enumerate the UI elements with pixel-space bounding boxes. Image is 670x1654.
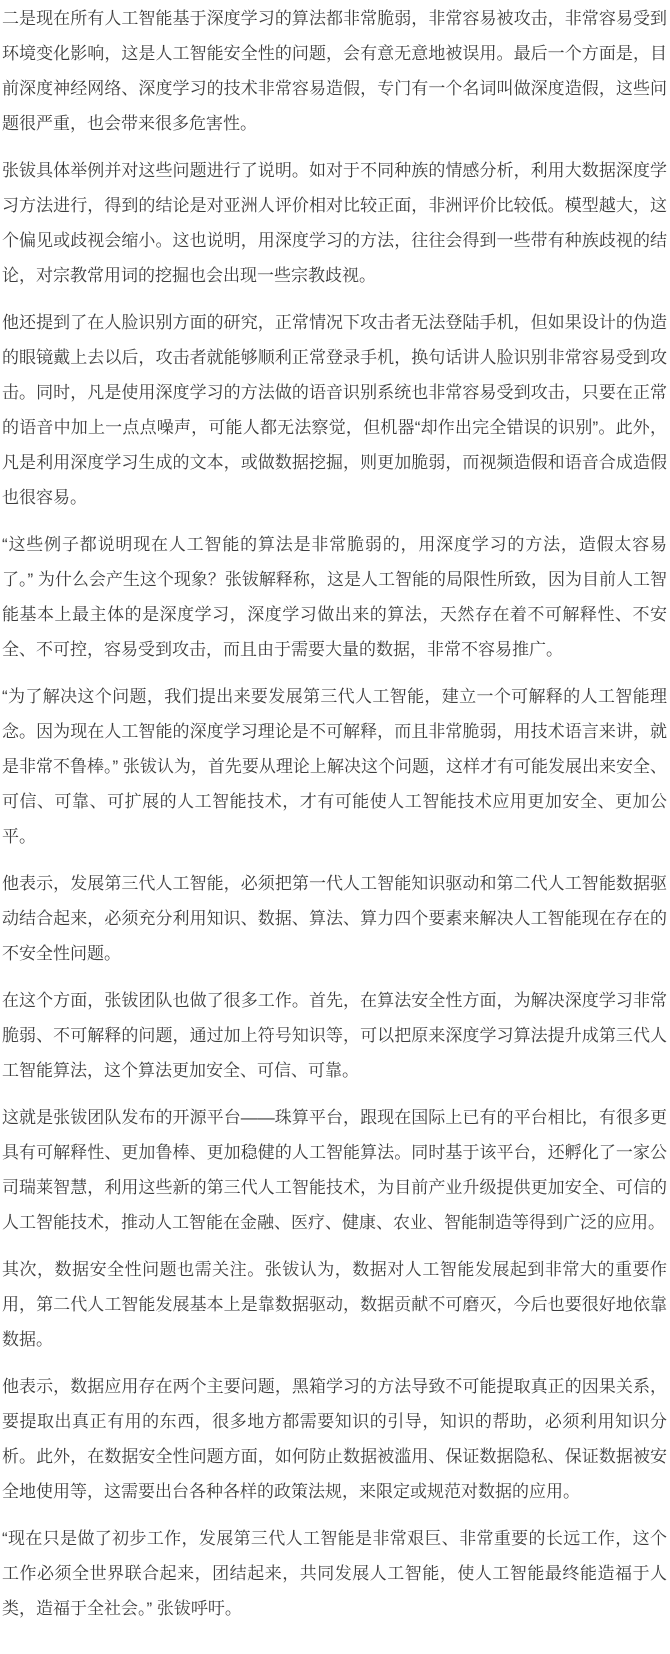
paragraph-algorithm-safety-work: 在这个方面，张钹团队也做了很多工作。首先，在算法安全性方面，为解决深度学习非常脆弱、不可解释的问题，通过加上符号知识等，可以把原来深度学习算法提升成第三代人工智能算法，这个算法更加安全、可信、可靠。 [2,991,667,1080]
paragraph-bias-examples: 张钹具体举例并对这些问题进行了说明。如对于不同种族的情感分析，利用大数据深度学习方法进行，得到的结论是对亚洲人评价相对比较正面，非洲评价比较低。模型越大，这个偏见或歧视会缩小。这也说明，用深度学习的方法，往往会得到一些带有种族歧视的结论，对宗教常用词的挖掘也会出现一些宗教歧视。 [2,161,667,285]
paragraph-four-elements: 他表示，发展第三代人工智能，必须把第一代人工智能知识驱动和第二代人工智能数据驱动结合起来，必须充分利用知识、数据、算法、算力四个要素来解决人工智能现在存在的不安全性问题。 [2,874,667,963]
paragraph-data-safety: 其次，数据安全性问题也需关注。张钹认为，数据对人工智能发展起到非常大的重要作用，第二代人工智能发展基本上是靠数据驱动，数据贡献不可磨灭，今后也要很好地依靠数据。 [2,1260,667,1349]
paragraph-closing-appeal: “现在只是做了初步工作，发展第三代人工智能是非常艰巨、非常重要的长远工作，这个工作必须全世界联合起来，团结起来，共同发展人工智能，使人工智能最终能造福于人类，造福于全社会。” 张钹呼吁。 [2,1529,667,1618]
paragraph-fragility-explanation: “这些例子都说明现在人工智能的算法是非常脆弱的，用深度学习的方法，造假太容易了。” 为什么会产生这个现象？张钹解释称，这是人工智能的局限性所致，因为目前人工智能基本上最主体的是深度学习，深度学习做出来的算法，天然存在着不可解释性、不安全、不可控，容易受到攻击，而且由于需要大量的数据，非常不容易推广。 [2,535,667,659]
paragraph-zhusuan-platform: 这就是张钹团队发布的开源平台——珠算平台，跟现在国际上已有的平台相比，有很多更具有可解释性、更加鲁棒、更加稳健的人工智能算法。同时基于该平台，还孵化了一家公司瑞莱智慧，利用这些新的第三代人工智能技术，为目前产业升级提供更加安全、可信的人工智能技术，推动人工智能在金融、医疗、健康、农业、智能制造等得到广泛的应用。 [2,1108,667,1232]
paragraph-data-application-issues: 他表示，数据应用存在两个主要问题，黑箱学习的方法导致不可能提取真正的因果关系，要提取出真正有用的东西，很多地方都需要知识的引导，知识的帮助，必须利用知识分析。此外，在数据安全性问题方面，如何防止数据被滥用、保证数据隐私、保证数据被安全地使用等，这需要出台各种各样的政策法规，来限定或规范对数据的应用。 [2,1377,667,1501]
paragraph-third-gen-ai-proposal: “为了解决这个问题，我们提出来要发展第三代人工智能，建立一个可解释的人工智能理念。因为现在人工智能的深度学习理论是不可解释，而且非常脆弱，用技术语言来讲，就是非常不鲁棒。” 张钹认为，首先要从理论上解决这个问题，这样才有可能发展出来安全、可信、可靠、可扩展的人工智能技术，才有可能使人工智能技术应用更加安全、更加公平。 [2,687,667,846]
paragraph-ai-fragility: 二是现在所有人工智能基于深度学习的算法都非常脆弱，非常容易被攻击，非常容易受到环境变化影响，这是人工智能安全性的问题，会有意无意地被误用。最后一个方面是，目前深度神经网络、深度学习的技术非常容易造假，专门有一个名词叫做深度造假，这些问题很严重，也会带来很多危害性。 [2,9,667,133]
paragraph-face-voice-attacks: 他还提到了在人脸识别方面的研究，正常情况下攻击者无法登陆手机，但如果设计的伪造的眼镜戴上去以后，攻击者就能够顺利正常登录手机，换句话讲人脸识别非常容易受到攻击。同时，凡是使用深度学习的方法做的语音识别系统也非常容易受到攻击，只要在正常的语音中加上一点点噪声，可能人都无法察觉，但机器“却作出完全错误的识别”。此外，凡是利用深度学习生成的文本，或做数据挖掘，则更加脆弱，而视频造假和语音合成造假也很容易。 [2,313,667,507]
